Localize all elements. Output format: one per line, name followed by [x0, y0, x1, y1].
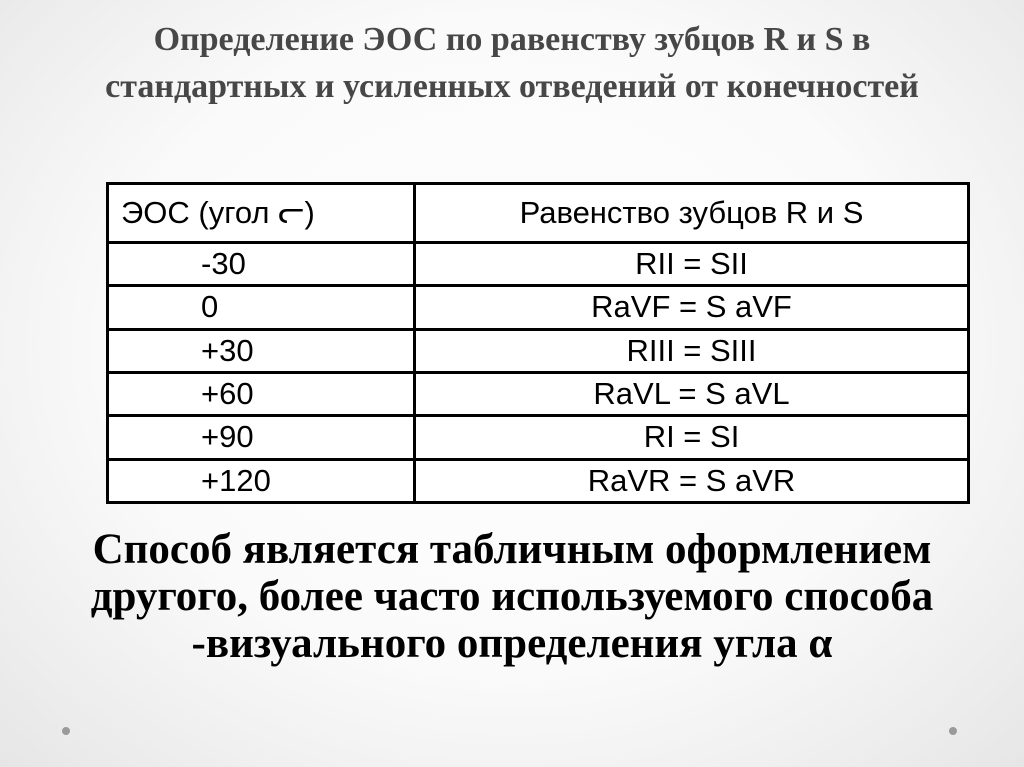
table-row	[109, 414, 967, 457]
column-header-axis: ЭОС (угол ᓕ)	[109, 185, 416, 241]
equality-cell: RaVL = S aVL	[593, 376, 790, 412]
slide-title: Определение ЭОС по равенству зубцов R и S в стандартных и усиленных отведений от конечностей	[105, 21, 919, 105]
table-row	[109, 241, 967, 284]
angle-cell: -30	[109, 244, 416, 284]
equality-cell: RaVR = S aVR	[587, 462, 796, 498]
slide-corner-dot-left	[62, 727, 70, 735]
angle-cell: 0	[109, 287, 416, 327]
angle-cell: +60	[109, 374, 416, 414]
table-row	[109, 371, 967, 414]
equality-cell: RaVF = S aVF	[591, 289, 792, 325]
angle-cell: +90	[109, 417, 416, 457]
table-row	[109, 284, 967, 327]
axis-table	[106, 182, 970, 504]
slide-corner-dot-right	[949, 727, 957, 735]
table-row	[109, 458, 967, 501]
slide-body-text: Способ является табличным оформлением другого, более часто используемого способа -визуального определения угла α	[90, 526, 934, 667]
equality-cell: RI = SI	[643, 419, 740, 455]
table-header-row	[109, 185, 967, 241]
equality-cell: RII = SII	[635, 246, 748, 282]
angle-cell: +30	[109, 331, 416, 371]
column-header-equality: Равенство зубцов R и S	[519, 195, 864, 230]
equality-cell: RIII = SIII	[626, 332, 757, 368]
angle-cell: +120	[109, 461, 416, 501]
table-row	[109, 328, 967, 371]
